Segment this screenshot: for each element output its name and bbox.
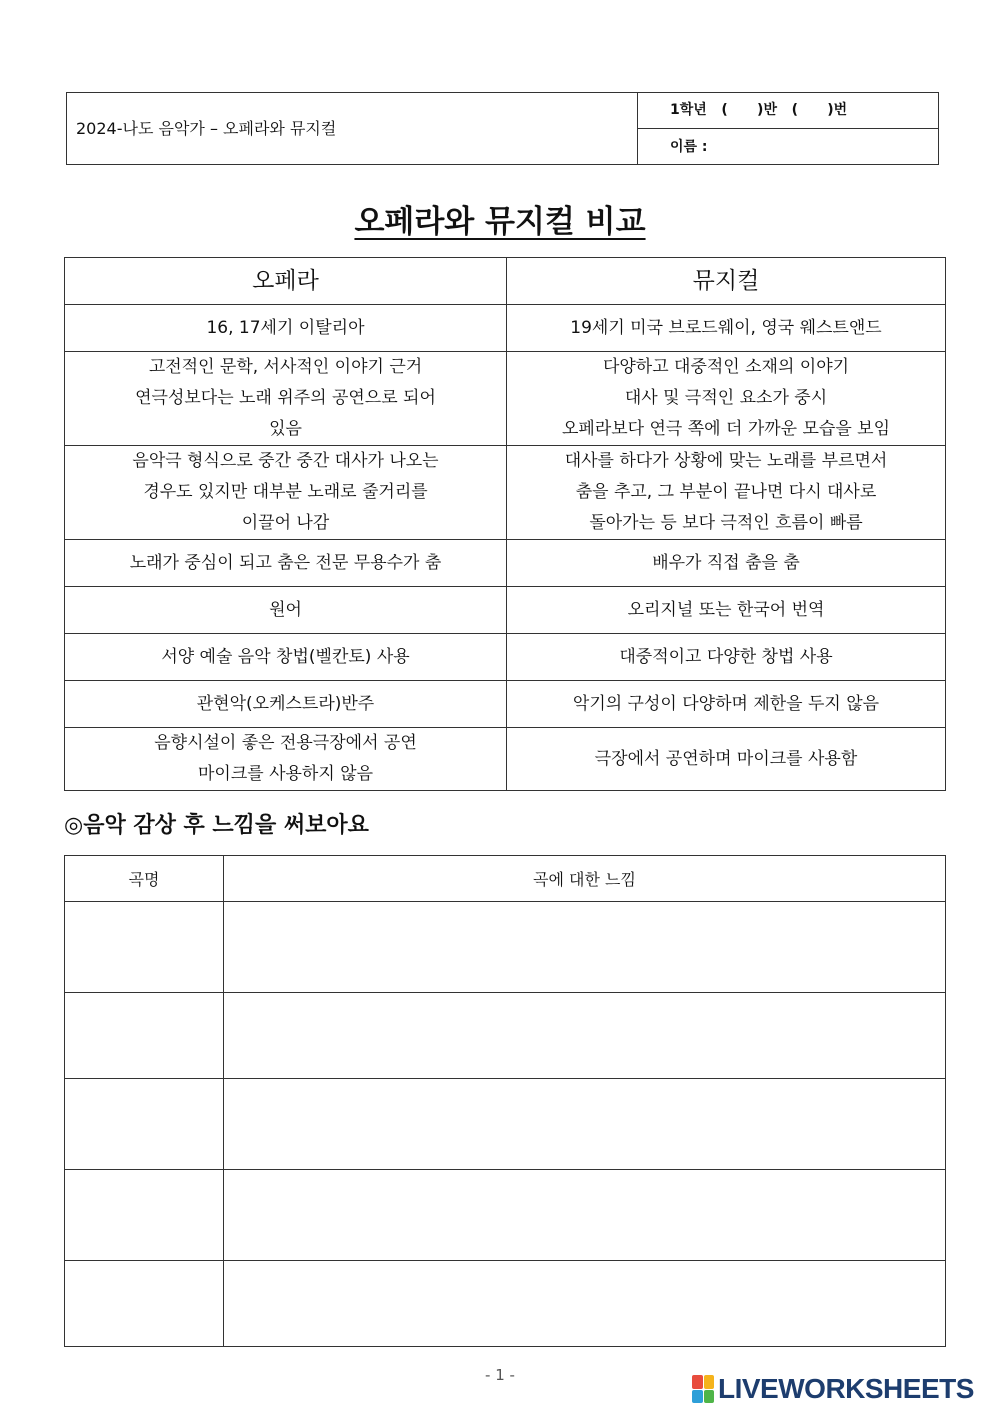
impression-header: 곡에 대한 느낌 <box>224 856 946 902</box>
brand-name: LIVEWORKSHEETS <box>718 1373 974 1404</box>
opera-header: 오페라 <box>65 258 507 305</box>
table-row <box>65 728 946 791</box>
cell-text: 돌아가는 등 보다 극적인 흐름이 빠름 <box>589 513 863 533</box>
song-title-input[interactable] <box>65 1170 224 1261</box>
page-title: 오페라와 뮤지컬 비교 <box>354 204 646 240</box>
cell-text: 춤을 추고, 그 부분이 끝나면 다시 대사로 <box>575 482 877 502</box>
cell-text: 있음 <box>269 419 302 439</box>
page-number: - 1 - <box>485 1366 515 1384</box>
liveworksheets-logo-icon <box>692 1375 714 1403</box>
cell-text: 다양하고 대중적인 소재의 이야기 <box>602 357 850 377</box>
cell-text: 서양 예술 음악 창법(벨칸토) 사용 <box>161 646 410 667</box>
table-row <box>65 540 946 587</box>
cell-text: 원어 <box>269 599 302 620</box>
feedback-row <box>65 1170 946 1261</box>
impression-input[interactable] <box>224 902 946 993</box>
cell-text: 오리지널 또는 한국어 번역 <box>627 599 825 620</box>
cell-text: 오페라보다 연극 쪽에 더 가까운 모습을 보임 <box>561 419 891 439</box>
table-header-row <box>65 258 946 305</box>
worksheet-subject: 2024-나도 음악가 – 오페라와 뮤지컬 <box>76 119 337 138</box>
impression-input[interactable] <box>224 1170 946 1261</box>
musical-cell <box>507 352 946 446</box>
cell-text: 이끌어 나감 <box>241 513 330 533</box>
feedback-table <box>64 855 946 1347</box>
opera-cell <box>65 352 507 446</box>
impression-input[interactable] <box>224 1079 946 1170</box>
impression-input[interactable] <box>224 993 946 1079</box>
cell-text: 연극성보다는 노래 위주의 공연으로 되어 <box>135 388 436 408</box>
musical-cell <box>507 305 946 352</box>
table-row <box>65 352 946 446</box>
opera-cell <box>65 728 507 791</box>
musical-cell <box>507 634 946 681</box>
musical-cell <box>507 728 946 791</box>
song-title-input[interactable] <box>65 902 224 993</box>
brand-logo[interactable] <box>692 1372 974 1406</box>
table-row <box>65 446 946 540</box>
opera-cell <box>65 446 507 540</box>
name-field[interactable]: 이름 : <box>670 139 708 155</box>
song-title-input[interactable] <box>65 1261 224 1347</box>
song-title-input[interactable] <box>65 993 224 1079</box>
opera-cell <box>65 634 507 681</box>
feedback-row <box>65 993 946 1079</box>
cell-text: 배우가 직접 춤을 춤 <box>652 552 800 573</box>
opera-cell <box>65 305 507 352</box>
opera-cell <box>65 540 507 587</box>
cell-text: 극장에서 공연하며 마이크를 사용함 <box>594 748 858 769</box>
table-row <box>65 305 946 352</box>
opera-cell <box>65 587 507 634</box>
table-row <box>65 681 946 728</box>
cell-text: 마이크를 사용하지 않음 <box>197 764 374 784</box>
song-title-input[interactable] <box>65 1079 224 1170</box>
cell-text: 음향시설이 좋은 전용극장에서 공연 <box>154 733 417 753</box>
cell-text: 관현악(오케스트라)반주 <box>196 693 375 714</box>
musical-cell <box>507 587 946 634</box>
musical-cell <box>507 681 946 728</box>
cell-text: 음악극 형식으로 중간 중간 대사가 나오는 <box>132 451 439 471</box>
class-number-field[interactable]: 1학년 ( )반 ( )번 <box>670 102 848 118</box>
table-header-row <box>65 856 946 902</box>
table-row <box>65 587 946 634</box>
cell-text: 경우도 있지만 대부분 노래로 줄거리를 <box>143 482 428 502</box>
musical-header: 뮤지컬 <box>507 258 946 305</box>
cell-text: 고전적인 문학, 서사적인 이야기 근거 <box>148 357 423 377</box>
feedback-row <box>65 1079 946 1170</box>
impression-input[interactable] <box>224 1261 946 1347</box>
cell-text: 대사를 하다가 상황에 맞는 노래를 부르면서 <box>564 451 888 471</box>
song-title-header: 곡명 <box>65 856 224 902</box>
cell-text: 19세기 미국 브로드웨이, 영국 웨스트앤드 <box>570 317 882 338</box>
cell-text: 악기의 구성이 다양하며 제한을 두지 않음 <box>572 693 880 714</box>
cell-text: 16, 17세기 이탈리아 <box>206 317 365 338</box>
musical-cell <box>507 540 946 587</box>
comparison-table <box>64 257 946 791</box>
feedback-row <box>65 1261 946 1347</box>
section-title: ◎음악 감상 후 느낌을 써보아요 <box>64 813 369 838</box>
table-row <box>65 634 946 681</box>
opera-cell <box>65 681 507 728</box>
musical-cell <box>507 446 946 540</box>
cell-text: 대중적이고 다양한 창법 사용 <box>619 646 833 667</box>
cell-text: 대사 및 극적인 요소가 중시 <box>624 388 828 408</box>
feedback-row <box>65 902 946 993</box>
cell-text: 노래가 중심이 되고 춤은 전문 무용수가 춤 <box>129 552 442 573</box>
